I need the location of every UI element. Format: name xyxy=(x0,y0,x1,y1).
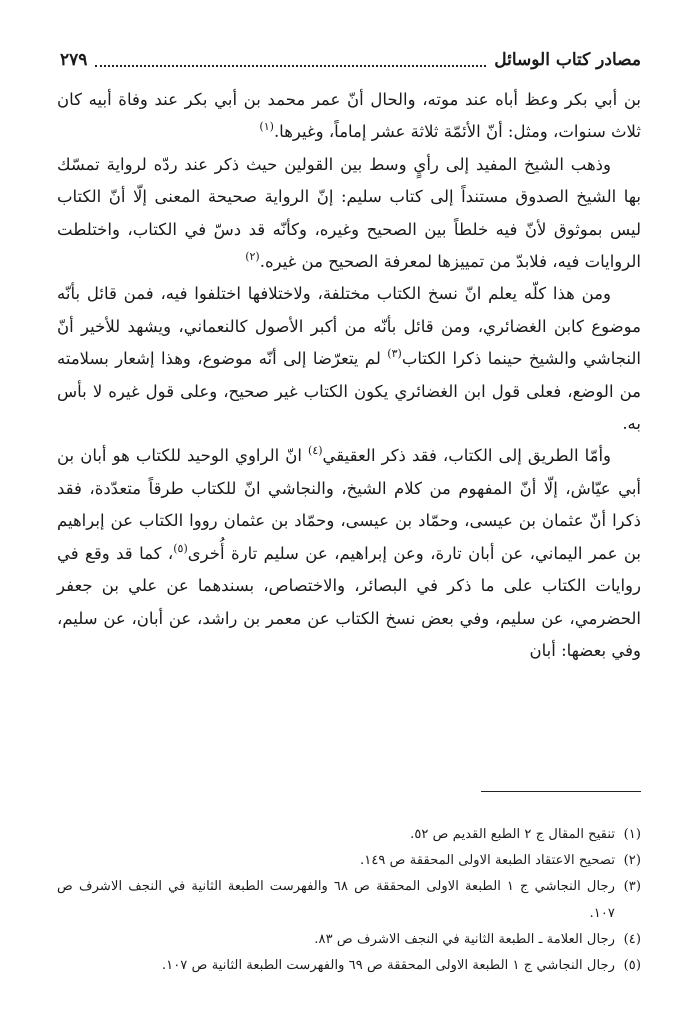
footnote-3 xyxy=(57,874,641,926)
footnote-5 xyxy=(57,953,641,979)
footnote-2 xyxy=(57,848,641,874)
footnote-text: رجال النجاشي ج ١ الطبعة الاولى المحققة ص ٦٨ والفهرست الطبعة الثانية في النجف الاشرف ص ١٠٧. xyxy=(57,879,615,921)
footnote-number: (٥) xyxy=(623,958,641,974)
footnote-1 xyxy=(57,822,641,848)
footnote-ref-2: (٢) xyxy=(245,250,260,264)
body-text xyxy=(57,84,641,667)
footnote-text: تصحيح الاعتقاد الطبعة الاولى المحققة ص ١٤٩. xyxy=(360,853,615,869)
footnote-ref-5: (٥) xyxy=(173,541,188,555)
paragraph-3-text-a: ومن هذا كلّه يعلم انّ نسخ الكتاب مختلفة، ولاختلافها اختلفوا فيه، فمن قائل بأنّه موضوع كابن الغضائري، ومن قائل بأنّه من أكبر الأصول كالنعماني، ويشهد للأخير أنّ النجاشي والشيخ حينما ذكرا الكتاب xyxy=(57,284,641,369)
footnote-number: (٢) xyxy=(623,853,641,869)
paragraph-3-text-b: لم يتعرّضا إلى أنّه موضوع، وهذا إشعار بسلامته من الوضع، فعلى قول ابن الغضائري يكون الكتاب غير صحيح، وعلى قول غيره لا بأس به. xyxy=(57,349,641,434)
footnote-number: (٣) xyxy=(623,879,641,895)
paragraph-4 xyxy=(57,440,641,667)
paragraph-4-text-c: ، كما قد وقع في روايات الكتاب على ما ذكر في البصائر، والاختصاص، بسندهما عن علي بن جعفر الحضرمي، عن سليم، وفي بعض نسخ الكتاب عن معمر بن راشد، عن أبان، عن سليم، وفي بعضها: أبان xyxy=(57,543,641,660)
paragraph-3 xyxy=(57,278,641,440)
footnote-4 xyxy=(57,927,641,953)
paragraph-4-text-b: انّ الراوي الوحيد للكتاب هو أبان بن أبي عيّاش، إلّا أنّ المفهوم من كلام الشيخ، والنجاشي انّ للكتاب طرقاً متعدّدة، فقد ذكرا أنّ عثمان بن عيسى، وحمّاد بن عيسى، وحمّاد بن عثمان رووا الكتاب عن إبراهيم بن عمر اليماني، عن أبان تارة، وعن إبراهيم، عن سليم تارة أُخرى xyxy=(57,446,641,563)
footnote-text: تنقيح المقال ج ٢ الطبع القديم ص ٥٢. xyxy=(410,827,615,842)
footnote-separator xyxy=(481,791,641,792)
footnote-text: رجال النجاشي ج ١ الطبعة الاولى المحققة ص ٦٩ والفهرست الطبعة الثانية ص ١٠٧. xyxy=(161,958,615,974)
running-head-leader-dots xyxy=(95,65,486,67)
paragraph-1-text: بن أبي بكر وعظ أباه عند موته، والحال أنّ عمر محمد بن أبي بكر عند وفاة أبيه كان ثلاث سنوات، ومثل: أنّ الأئمّة ثلاثة عشر إماماً، وغيرها. xyxy=(57,90,641,142)
page-number: ٢٧٩ xyxy=(60,50,88,70)
footnote-ref-1: (١) xyxy=(259,120,274,134)
running-head xyxy=(60,44,641,76)
paragraph-2 xyxy=(57,149,641,279)
footnote-ref-3: (٣) xyxy=(387,347,402,361)
running-head-title: مصادر كتاب الوسائل xyxy=(494,50,641,70)
paragraph-2-text: وذهب الشيخ المفيد إلى رأيٍ وسط بين القولين حيث ذكر عند ردّه لرواية تمسّك بها الشيخ الصدوق مستنداً إلى كتاب سليم: إنّ الرواية صحيحة المعنى إلّا أنّ الكتاب ليس بموثوق لأنّ فيه خلطاً بين الصحيح وغيره، وكأنّه قد دسّ في الكتاب، واختلطت الروايات فيه، فلابدّ من تمييزها لمعرفة الصحيح من غيره. xyxy=(57,154,641,272)
footnotes xyxy=(57,822,641,979)
footnote-number: (١) xyxy=(623,827,641,842)
footnote-ref-4: (٤) xyxy=(308,444,323,458)
paragraph-1 xyxy=(57,84,641,149)
footnote-text: رجال العلامة ـ الطبعة الثانية في النجف الاشرف ص ٨٣. xyxy=(314,931,615,947)
paragraph-4-text-a: وأمّا الطريق إلى الكتاب، فقد ذكر العقيقي xyxy=(322,446,611,466)
footnote-number: (٤) xyxy=(623,931,641,947)
